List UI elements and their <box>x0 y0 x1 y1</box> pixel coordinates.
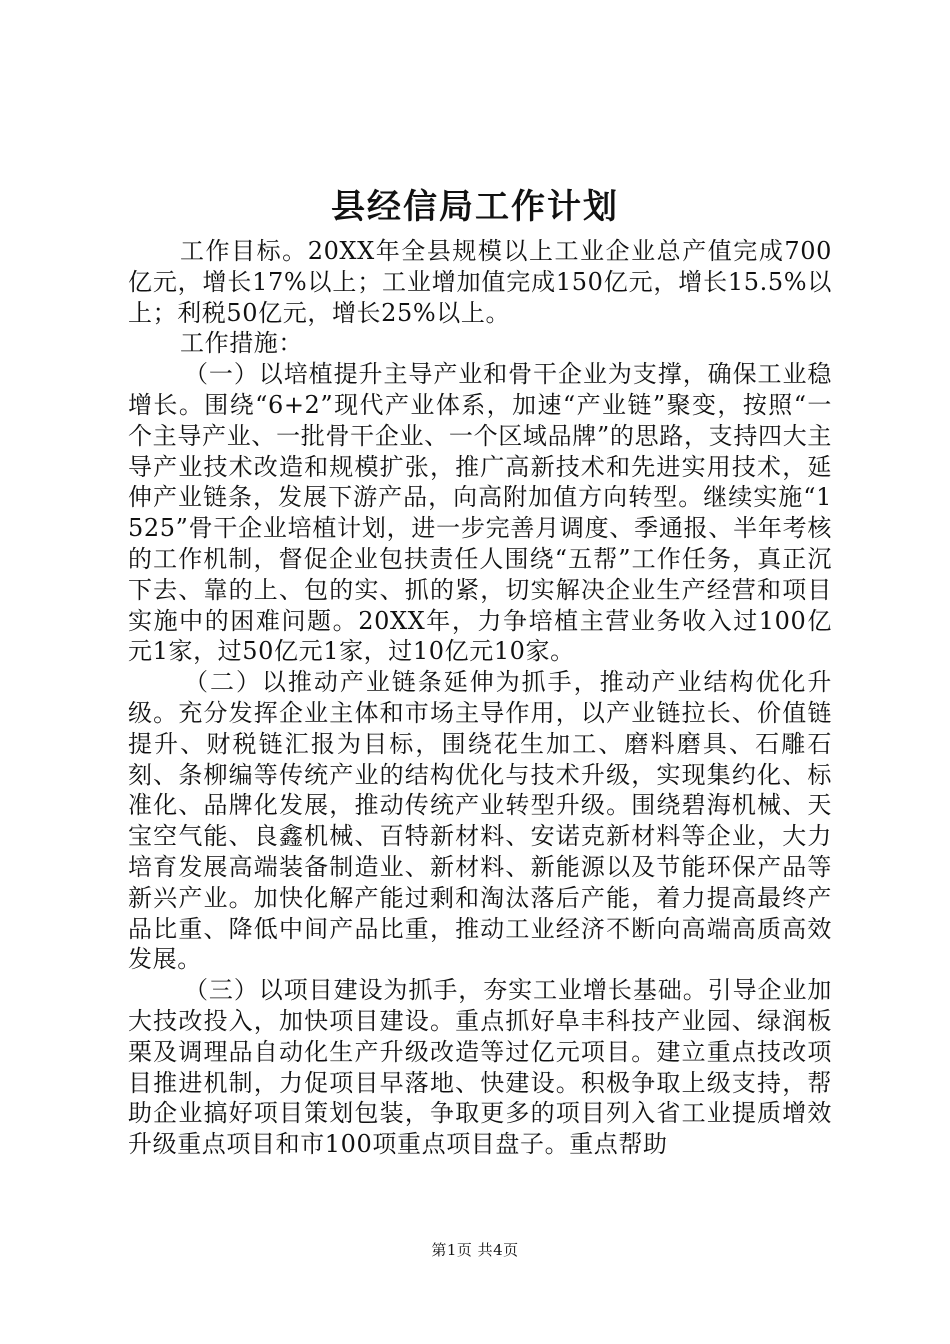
document-body <box>128 236 832 1160</box>
paragraph-work-measures-heading: 工作措施： <box>180 329 303 358</box>
paragraph-measure-2: （二）以推动产业链条延伸为抓手，推动产业结构优化升级。充分发挥企业主体和市场主导作用，以产业链拉长、价值链提升、财税链汇报为目标，围绕花生加工、磨料磨具、石雕石刻、条柳编等传统产业的结构优化与技术升级，实现集约化、标准化、品牌化发展，推动传统产业转型升级。围绕碧海机械、天宝空气能、良鑫机械、百特新材料、安诺克新材料等企业，大力培育发展高端装备制造业、新材料、新能源以及节能环保产品等新兴产业。加快化解产能过剩和淘汰落后产能，着力提高最终产品比重、降低中间产品比重，推动工业经济不断向高端高质高效发展。 <box>128 668 832 974</box>
document-title: 县经信局工作计划 <box>331 187 619 227</box>
paragraph-measure-1: （一）以培植提升主导产业和骨干企业为支撑，确保工业稳增长。围绕“6+2”现代产业体系，加速“产业链”聚变，按照“一个主导产业、一批骨干企业、一个区域品牌”的思路，支持四大主导产业技术改造和规模扩张，推广高新技术和先进实用技术，延伸产业链条，发展下游产品，向高附加值方向转型。继续实施“1525”骨干企业培植计划，进一步完善月调度、季通报、半年考核的工作机制，督促企业包扶责任人围绕“五帮”工作任务，真正沉下去、靠的上、包的实、抓的紧，切实解决企业生产经营和项目实施中的困难问题。20XX年，力争培植主营业务收入过100亿元1家，过50亿元1家，过10亿元10家。 <box>128 360 832 666</box>
page-footer: 第1页 共4页 <box>431 1241 519 1259</box>
paragraph-work-goal: 工作目标。20XX年全县规模以上工业企业总产值完成700亿元，增长17%以上；工业增加值完成150亿元，增长15.5%以上；利税50亿元，增长25%以上。 <box>128 237 832 327</box>
paragraph-measure-3: （三）以项目建设为抓手，夯实工业增长基础。引导企业加大技改投入，加快项目建设。重点抓好阜丰科技产业园、绿润板栗及调理品自动化生产升级改造等过亿元项目。建立重点技改项目推进机制，力促项目早落地、快建设。积极争取上级支持，帮助企业搞好项目策划包装，争取更多的项目列入省工业提质增效升级重点项目和市100项重点项目盘子。重点帮助 <box>128 976 832 1159</box>
